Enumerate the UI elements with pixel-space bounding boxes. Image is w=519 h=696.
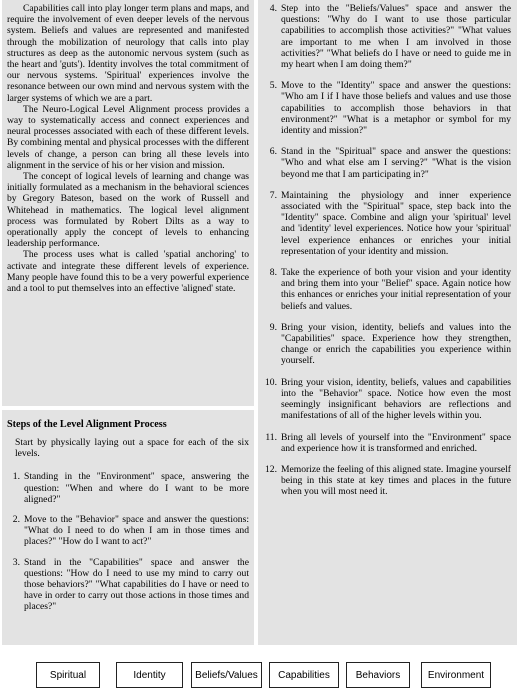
step-text: Bring your vision, identity, beliefs and values into the "Capabilities" space. Experience how they strengthen, change or enrich the capabilities you experience within yourself.: [281, 321, 511, 367]
step-item: [264, 464, 511, 498]
step-number: 8.: [269, 267, 277, 279]
left-intro-panel: [2, 0, 254, 406]
steps-intro: Start by physically laying out a space for each of the six levels.: [15, 437, 249, 460]
level-button-spiritual[interactable]: Spiritual: [36, 662, 100, 688]
step-text: Memorize the feeling of this aligned state. Imagine yourself being in this state at key times and places in the future when you will most need it.: [281, 463, 511, 498]
step-number: 1.: [12, 471, 20, 483]
step-number: 4.: [269, 3, 277, 14]
step-text: Bring all levels of yourself into the "Environment" space and experience how it is transformed and enriched.: [281, 431, 511, 454]
step-text: Move to the "Behavior" space and answer the questions: "What do I need to do when I am in those times and places?" "How do I want to act?": [24, 514, 249, 548]
level-button-beliefs-values[interactable]: Beliefs/Values: [191, 662, 262, 688]
step-item: [264, 190, 511, 257]
paragraph-levels-neurology: Capabilities call into play longer term plans and maps, and require the involvement of even deeper levels of the nervous system. Beliefs and values are represented and manifested through the mobilization of neurology that calls into play structures as deep as the autonomic nervous system (such as the heart and 'guts'). Identity involves the total commitment of our nervous systems. 'Spiritual' experiences involve the resonance between our own mind and nervous system with the larger systems of which we are a part.: [7, 3, 249, 104]
steps-list-left: [7, 471, 249, 612]
step-item: [264, 267, 511, 312]
step-text: Standing in the "Environment" space, answering the question: "When and where do I want to be more aligned?": [24, 471, 249, 505]
steps-list-right: [264, 3, 511, 498]
level-button-environment[interactable]: Environment: [421, 662, 491, 688]
level-button-capabilities[interactable]: Capabilities: [269, 662, 339, 688]
step-number: 11.: [265, 431, 277, 443]
step-number: 7.: [269, 189, 277, 201]
step-item: [7, 557, 249, 613]
step-number: 10.: [265, 376, 277, 388]
step-number: 5.: [269, 80, 277, 92]
step-text: Move to the "Identity" space and answer the questions: "Who am I if I have those beliefs and values and use those capabilities to accomplish those behaviors in that environment?" "What is a metaphor or symbol for my identity and mission?": [281, 80, 511, 137]
step-number: 12.: [265, 463, 277, 475]
step-text: Take the experience of both your vision and your identity and bring them into your "Belief" space. Again notice how this enhances or enriches your initial representation of your beliefs and values.: [281, 267, 511, 312]
step-item: [264, 3, 511, 70]
step-text: Maintaining the physiology and inner experience associated with the "Spiritual" space, step back into the "Identity" space. Combine and align your 'spiritual' level and 'identity' level experiences. Notice how your 'spiritual' level experience enhances or enriches your initial representation of your identity and mission.: [281, 189, 511, 257]
steps-panel-right: [258, 0, 517, 645]
level-button-bar: [0, 662, 519, 690]
step-item: [264, 432, 511, 454]
paragraph-alignment-process: The Neuro-Logical Level Alignment process provides a way to systematically access and connect experiences and neural processes associated with each of these different levels. By combining mental and physical processes with the different levels of change, a person can bring all these levels into alignment in the service of his or her vision and mission.: [7, 103, 249, 171]
step-item: [264, 80, 511, 136]
step-text: Stand in the "Spiritual" space and answer the questions: "Who and what else am I serving?" "What is the vision beyond me that I am participating in?": [281, 146, 511, 180]
step-number: 9.: [269, 321, 277, 333]
step-item: [264, 146, 511, 180]
paragraph-logical-levels-history: The concept of logical levels of learning and change was initially formulated as a mechanism in the behavioral sciences by Gregory Bateson, based on the work of Russell and Whitehead in mathematics. The logical level alignment process was formulated by Robert Dilts as a way to operationally apply the concept of levels to enhancing leadership performance.: [7, 171, 249, 250]
steps-heading: Steps of the Level Alignment Process: [7, 419, 167, 430]
step-item: [7, 514, 249, 548]
step-number: 6.: [269, 146, 277, 158]
step-item: [264, 322, 511, 367]
level-button-behaviors[interactable]: Behaviors: [346, 662, 410, 688]
level-button-identity[interactable]: Identity: [116, 662, 183, 688]
step-number: 2.: [12, 514, 20, 526]
step-number: 3.: [12, 556, 20, 568]
step-item: [7, 471, 249, 505]
paragraph-spatial-anchoring: The process uses what is called 'spatial anchoring' to activate and integrate these different levels of experience. Many people have found this to be a very powerful experience and a tool to put themselves into an effective 'aligned' state.: [7, 249, 249, 295]
step-item: [264, 377, 511, 422]
step-text: Bring your vision, identity, beliefs, values and capabilities into the "Behavior" space. Notice how even the most seemingly insignificant behaviors are reflections and manifestations of all of the higher levels within you.: [281, 376, 511, 422]
step-text: Stand in the "Capabilities" space and answer the questions: "How do I need to use my mind to carry out those behaviors?" "What capabilities do I have or need to have in order to carry out those actions in those times and places?": [24, 556, 249, 613]
step-text: Step into the "Beliefs/Values" space and answer the questions: "Why do I want to use those particular capabilities to accomplish those activities?" "What values are important to me when I am involved in those activities?" "What beliefs do I have or need to guide me in my heart when I am doing them?": [281, 3, 511, 71]
steps-panel-left: [2, 410, 254, 645]
